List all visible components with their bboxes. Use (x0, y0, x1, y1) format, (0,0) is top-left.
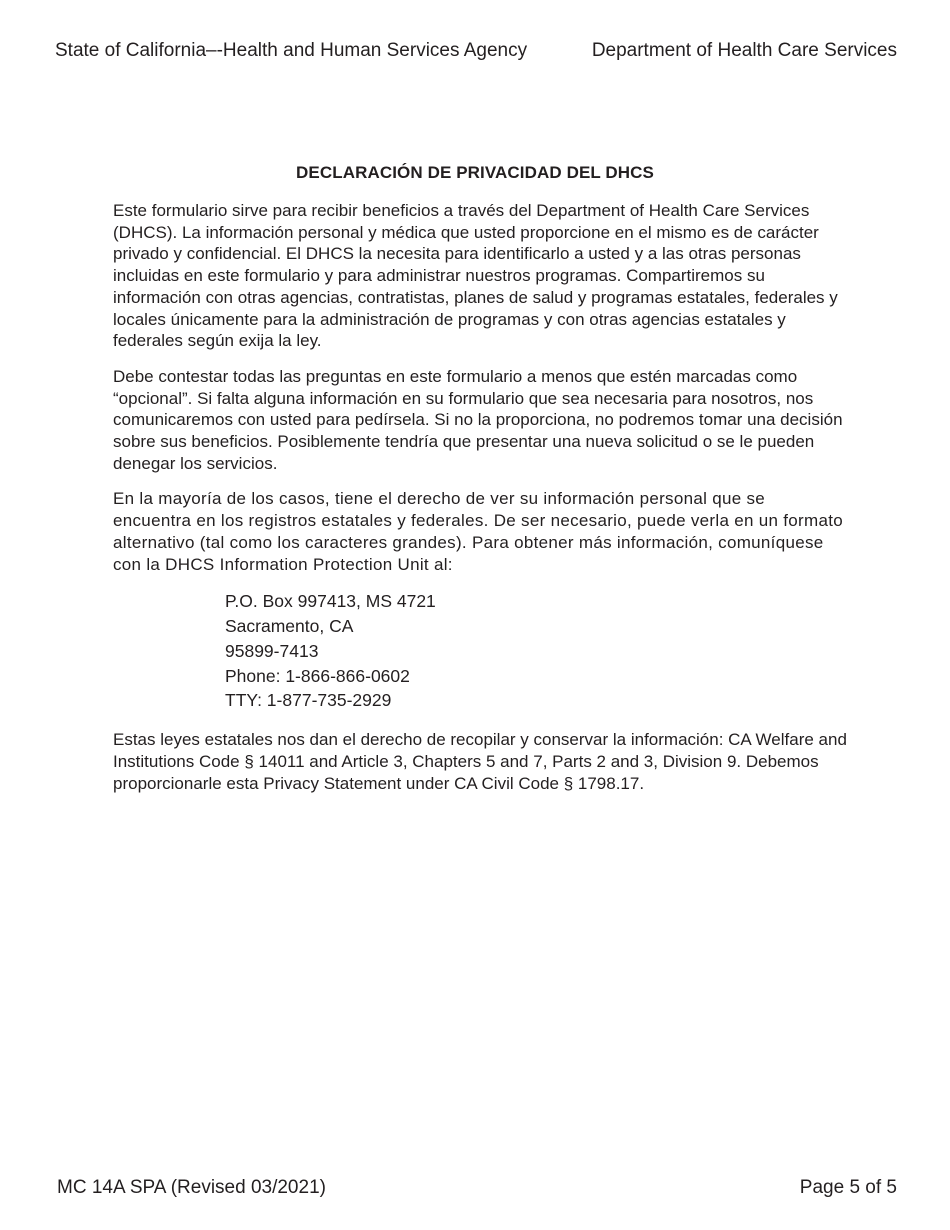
paragraph-requirements: Debe contestar todas las preguntas en este formulario a menos que estén marcadas como “opcional”. Si falta alguna información en su formulario que sea necesaria para nosotros, nos comunicaremos con usted para pedírsela. Si no la proporciona, no podremos tomar una decisión sobre sus beneficios. Posiblemente tendría que presentar una nueva solicitud o se le pueden denegar los servicios. (113, 366, 843, 473)
address-phone: Phone: 1-866-866-0602 (225, 665, 410, 686)
page-title: DECLARACIÓN DE PRIVACIDAD DEL DHCS (296, 163, 654, 182)
address-tty: TTY: 1-877-735-2929 (225, 690, 392, 711)
header-agency: State of California–-Health and Human Services Agency (55, 40, 528, 61)
contact-address-block (225, 589, 848, 713)
paragraph-legal-authority: Estas leyes estatales nos dan el derecho de recopilar y conservar la información: CA Welfare and Institutions Code § 14011 and Article 3, Chapters 5 and 7, Parts 2 and 3, Division 9. Debemos proporcionarle esta Privacy Statement under CA Civil Code § 1798.17. (113, 730, 847, 793)
footer-page-number: Page 5 of 5 (799, 1177, 897, 1198)
paragraph-purpose: Este formulario sirve para recibir beneficios a través del Department of Health Care Services (DHCS). La información personal y médica que usted proporcione en el mismo es de carácter privado y confidencial. El DHCS la necesita para identificarlo a usted y a las otras personas incluidas en este formulario y para administrar nuestros programas. Compartiremos su información con otras agencias, contratistas, planes de salud y programas estatales, federales y locales únicamente para la administración de programas y con otras agencias estatales y federales según exija la ley. (113, 201, 838, 351)
footer-form-id: MC 14A SPA (Revised 03/2021) (57, 1177, 326, 1198)
address-line-zip: 95899-7413 (225, 640, 319, 661)
header-department: Department of Health Care Services (591, 40, 897, 61)
paragraph-access-rights: En la mayoría de los casos, tiene el derecho de ver su información personal que se encuentra en los registros estatales y federales. De ser necesario, puede verla en un formato alternativo (tal como los caracteres grandes). Para obtener más información, comuníquese con la DHCS Information Protection Unit al: (113, 489, 844, 574)
address-line-po-box: P.O. Box 997413, MS 4721 (225, 591, 436, 612)
address-line-city: Sacramento, CA (225, 616, 354, 637)
document-body (113, 200, 848, 808)
